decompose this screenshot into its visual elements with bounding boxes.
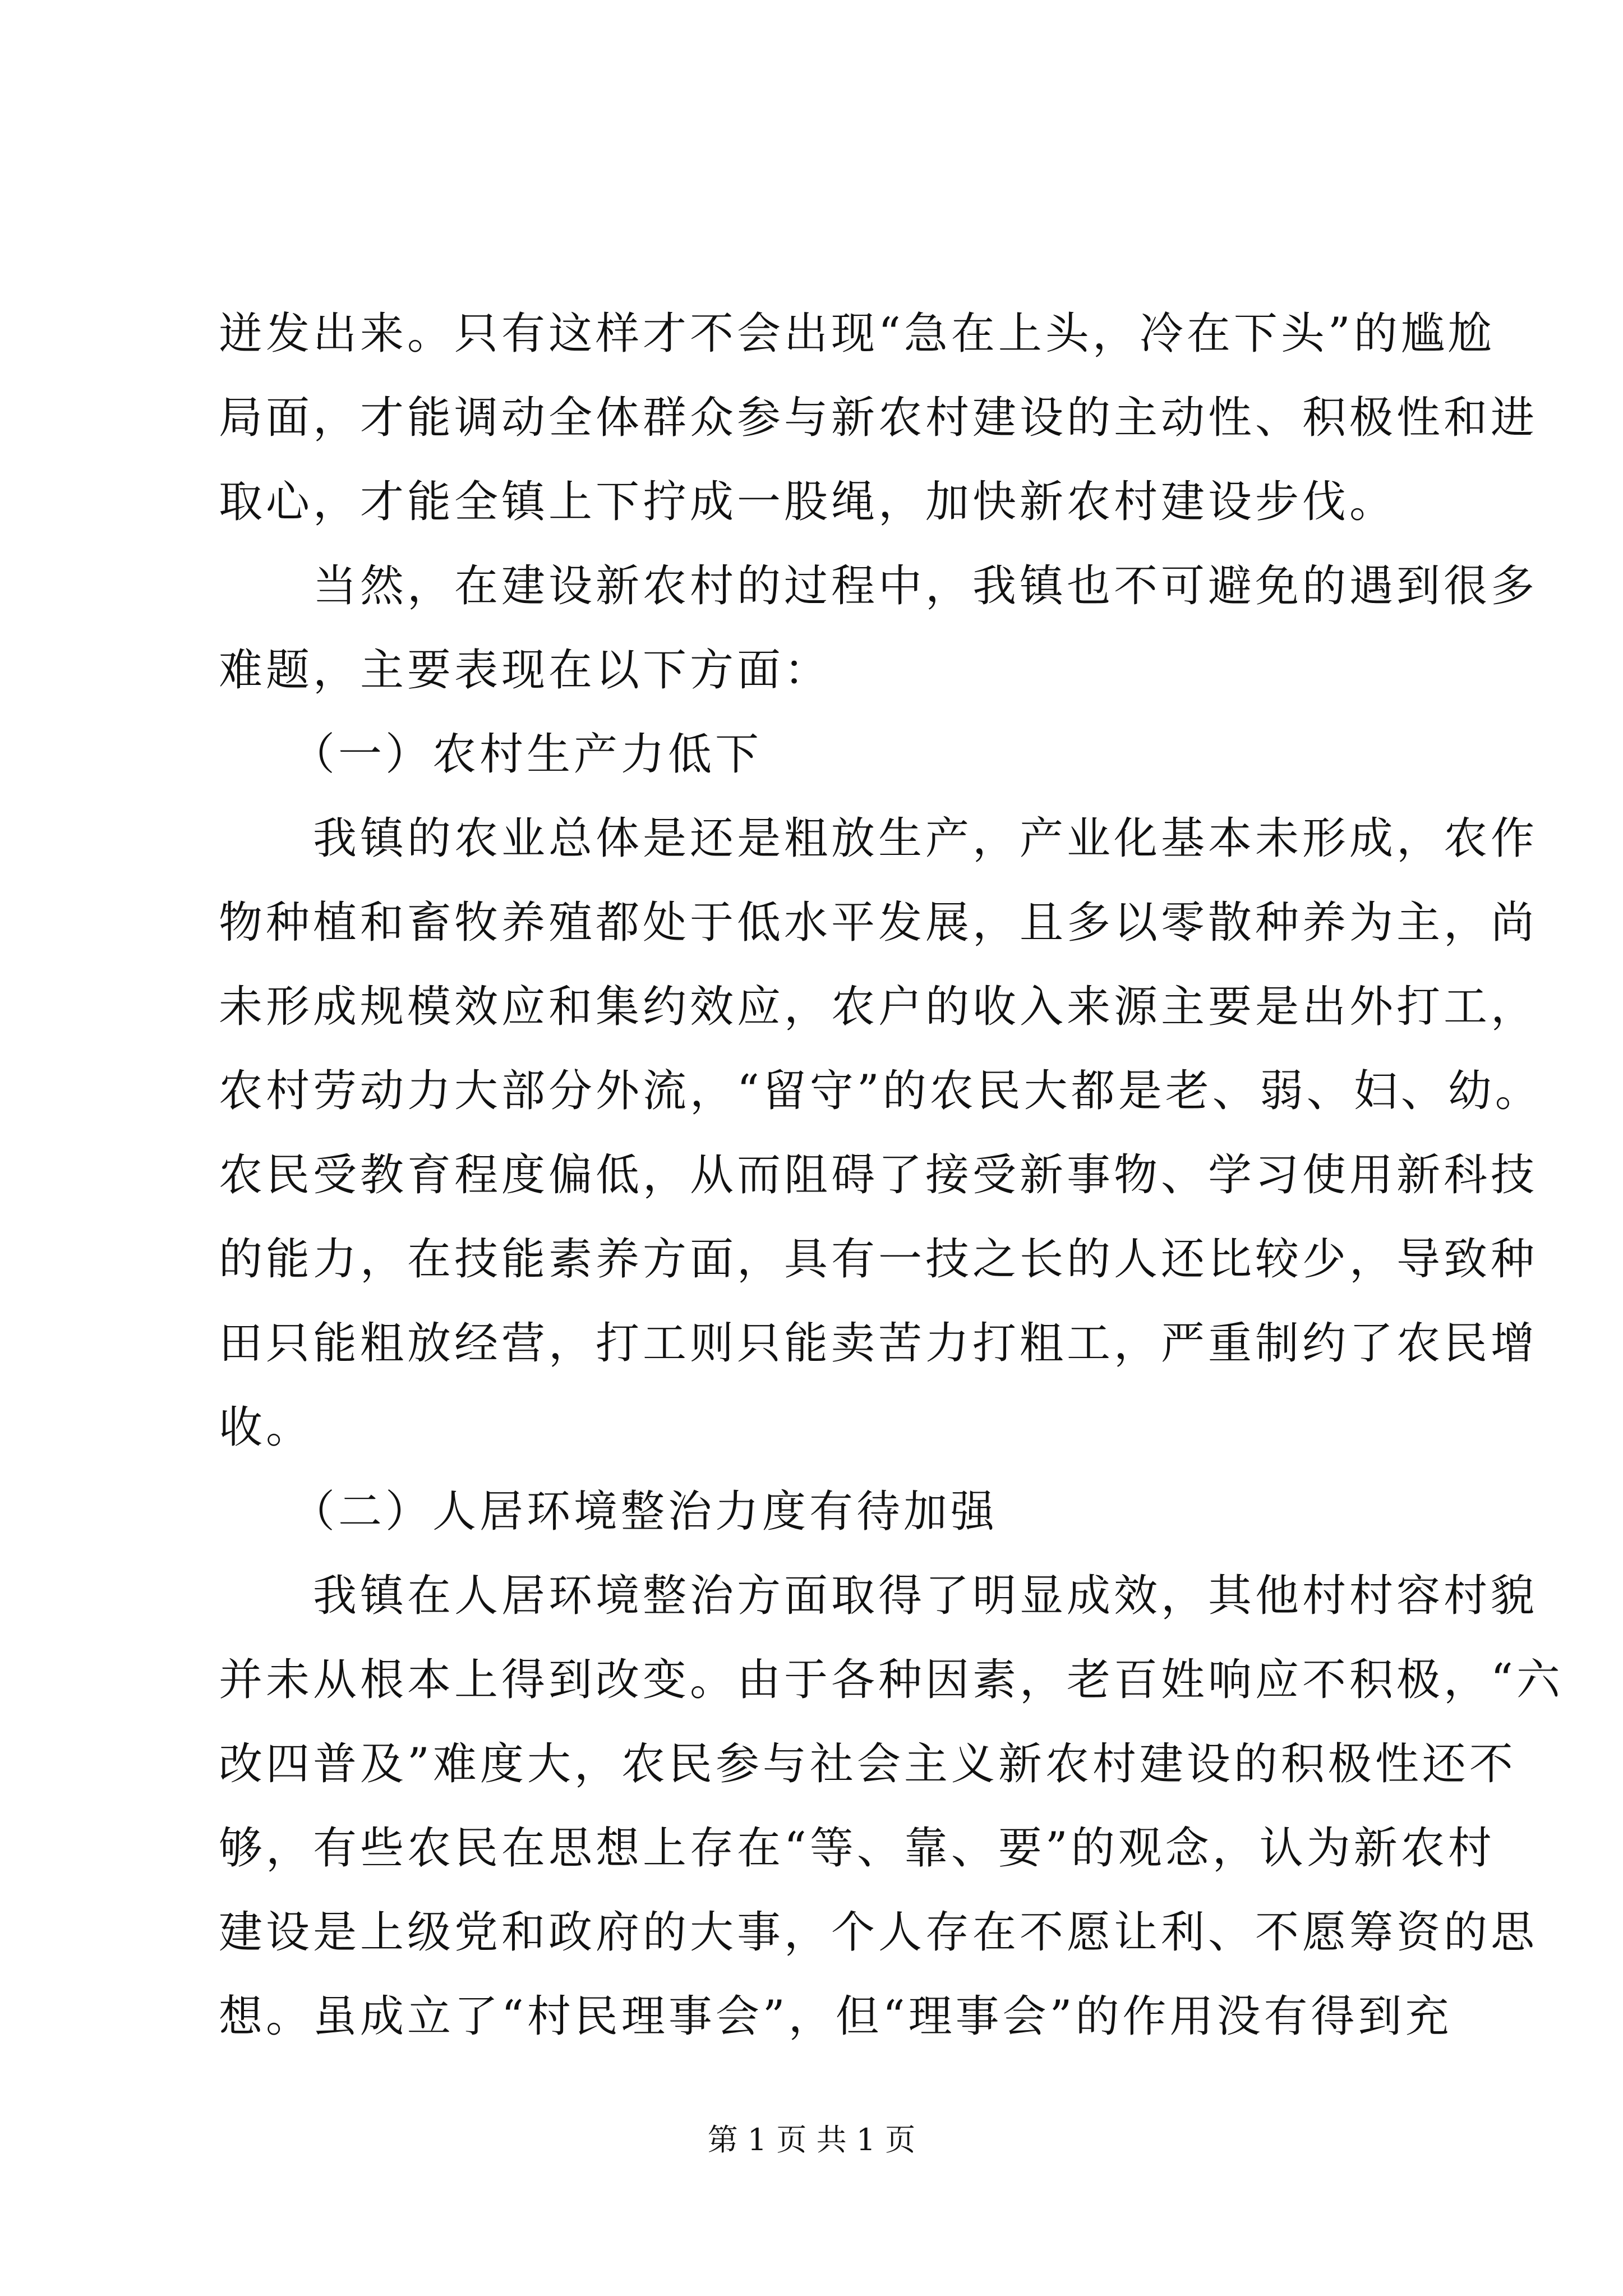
body-text-line: 够，有些农民在思想上存在“等、靠、要”的观念，认为新农村: [219, 1823, 1495, 1874]
body-text-line: 我镇在人居环境整治方面取得了明显成效，其他村村容村貌: [219, 1571, 1538, 1621]
body-text-line: 当然，在建设新农村的过程中，我镇也不可避免的遇到很多: [219, 561, 1538, 611]
body-text-line: 物种植和畜牧养殖都处于低水平发展，且多以零散种养为主，尚: [219, 898, 1538, 948]
section-heading: （二）人居环境整治力度有待加强: [219, 1487, 998, 1537]
body-text-line: 建设是上级党和政府的大事，个人存在不愿让利、不愿筹资的思: [219, 1907, 1538, 1958]
body-text-line: 收。: [219, 1402, 313, 1453]
body-text-line: 迸发出来。只有这样才不会出现“急在上头，冷在下头”的尴尬: [219, 309, 1495, 359]
body-text-line: 难题，主要表现在以下方面：: [219, 645, 832, 696]
body-text-line: 局面，才能调动全体群众参与新农村建设的主动性、积极性和进: [219, 393, 1538, 443]
body-text-line: 的能力，在技能素养方面，具有一技之长的人还比较少，导致种: [219, 1234, 1538, 1285]
body-text-line: 取心，才能全镇上下拧成一股绳，加快新农村建设步伐。: [219, 477, 1397, 527]
body-text-line: 并未从根本上得到改变。由于各种因素，老百姓响应不积极，“六: [219, 1655, 1564, 1705]
section-heading: （一）农村生产力低下: [219, 729, 763, 780]
body-text-line: 农村劳动力大部分外流，“留守”的农民大都是老、弱、妇、幼。: [219, 1066, 1542, 1116]
body-text-line: 未形成规模效应和集约效应，农户的收入来源主要是出外打工，: [219, 982, 1538, 1032]
page-number-footer: 第 1 页 共 1 页: [707, 2122, 916, 2157]
body-text-line: 改四普及”难度大，农民参与社会主义新农村建设的积极性还不: [219, 1739, 1516, 1789]
body-text-line: 我镇的农业总体是还是粗放生产，产业化基本未形成，农作: [219, 813, 1538, 864]
body-text-line: 想。虽成立了“村民理事会”，但“理事会”的作用没有得到充: [219, 1991, 1453, 2042]
body-text-line: 农民受教育程度偏低，从而阻碍了接受新事物、学习使用新科技: [219, 1150, 1538, 1200]
body-text-line: 田只能粗放经营，打工则只能卖苦力打粗工，严重制约了农民增: [219, 1318, 1538, 1369]
